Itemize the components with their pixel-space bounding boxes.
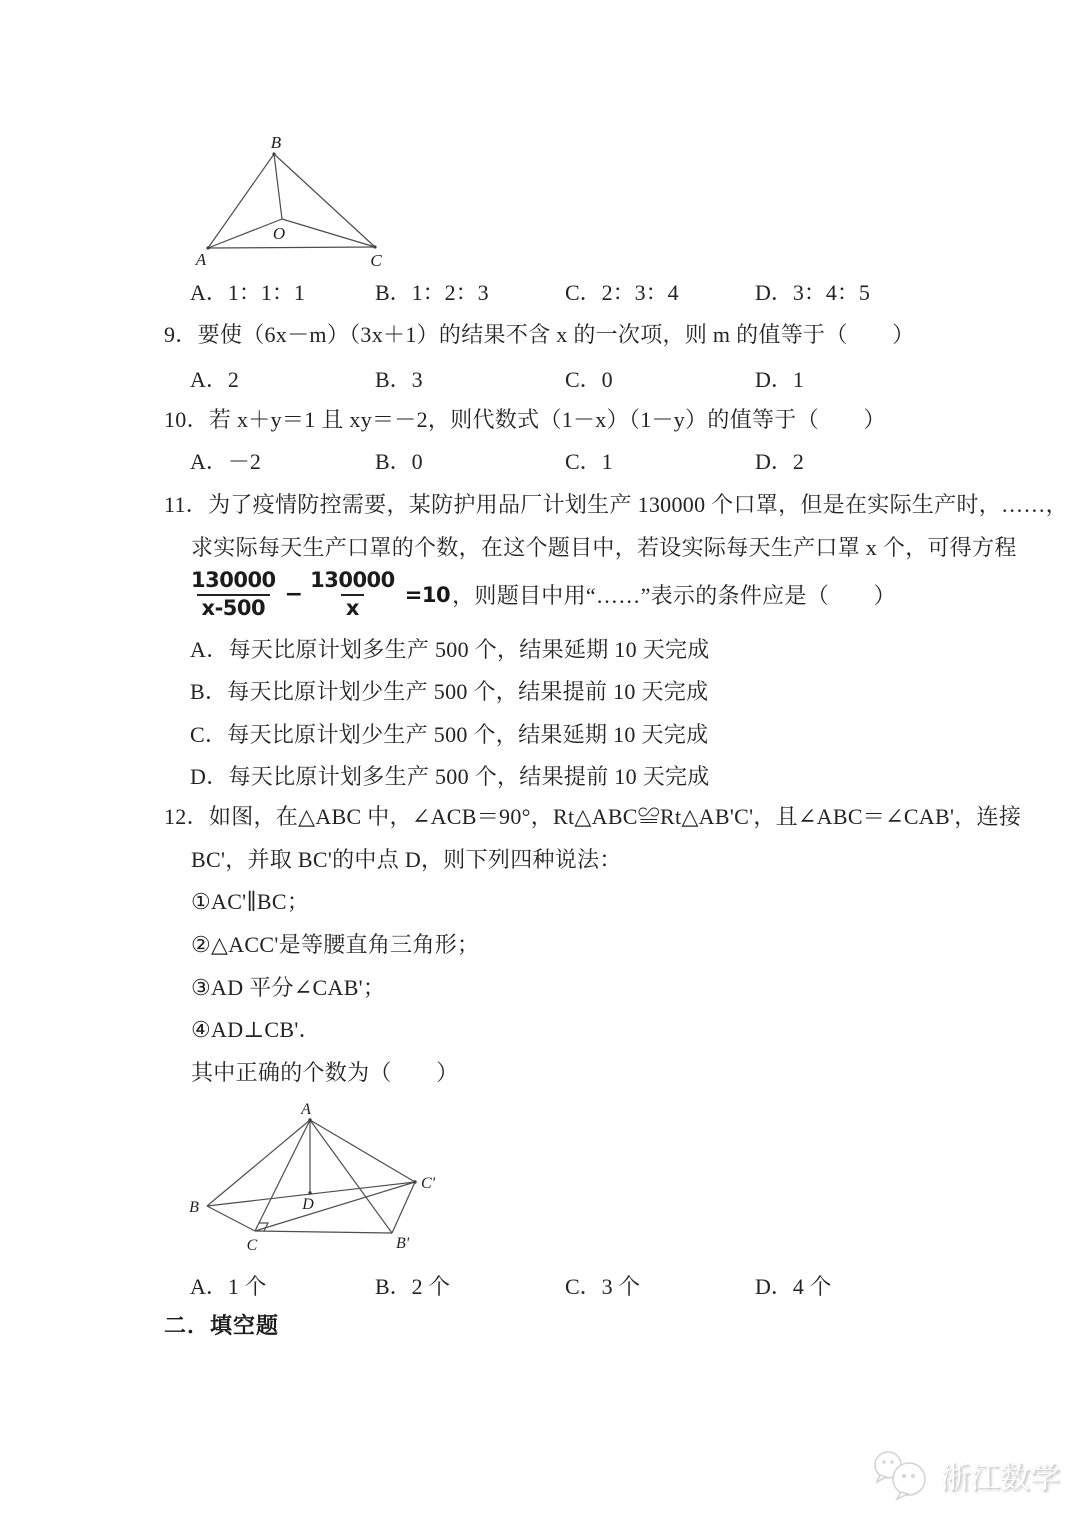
fig1-label-b: B — [270, 133, 282, 152]
vertex-dot-b — [272, 152, 275, 155]
vertex-dot-a — [206, 246, 209, 249]
q12-option-b: B．2 个 — [375, 1274, 451, 1299]
fraction-1-denominator: x-500 — [197, 594, 271, 621]
q11-option-d: D．每天比原计划多生产 500 个，结果提前 10 天完成 — [190, 764, 710, 789]
fig1-label-o: O — [272, 224, 286, 243]
q10-option-b: B．0 — [375, 449, 423, 474]
section2-title: 二．填空题 — [164, 1313, 280, 1338]
q11-option-a: A．每天比原计划多生产 500 个，结果延期 10 天完成 — [190, 637, 710, 662]
watermark-text: 浙江数学 — [940, 1462, 1060, 1495]
q12-statement-3: ③AD 平分∠CAB'； — [191, 975, 386, 1000]
q12-option-a: A．1 个 — [190, 1274, 267, 1299]
wechat-logo-icon — [868, 1448, 932, 1502]
q9-text: 9．要使（6x－m）（3x＋1）的结果不含 x 的一次项，则 m 的值等于（ ） — [164, 322, 915, 347]
q11-option-b: B．每天比原计划少生产 500 个，结果提前 10 天完成 — [190, 679, 709, 704]
fig1-label-c: C — [370, 251, 382, 270]
q10-text: 10．若 x＋y＝1 且 xy＝－2，则代数式（1－x）（1－y）的值等于（ ） — [164, 407, 886, 432]
fig2-label-d: D — [302, 1196, 314, 1213]
minus-sign: − — [284, 582, 304, 608]
fig2-label-b-prime: B' — [396, 1235, 410, 1252]
q12-figure-lines — [207, 1120, 415, 1233]
q9-options-row — [130, 359, 980, 401]
q11-option-c: C．每天比原计划少生产 500 个，结果延期 10 天完成 — [190, 722, 709, 747]
watermark — [868, 1448, 1060, 1502]
q8-option-d: D．3：4：5 — [755, 280, 870, 305]
vertex-dot-c — [373, 245, 376, 248]
q8-option-c: C．2：3：4 — [565, 280, 679, 305]
q12-options-row — [130, 1266, 980, 1308]
fig1-label-a: A — [195, 250, 207, 269]
q12-text-line1: 12．如图，在△ABC 中，∠ACB＝90°，Rt△ABC≌Rt△AB'C'，且∠ABC＝∠CAB'，连接 — [164, 804, 1022, 829]
q8-options-row — [130, 272, 980, 314]
q11-text-line2: 求实际每天生产口罩的个数，在这个题目中，若设实际每天生产口罩 x 个，可得方程 — [191, 535, 1017, 560]
vertex-dot-c-prime — [413, 1180, 416, 1183]
q12-option-c: C．3 个 — [565, 1274, 641, 1299]
fig2-label-b: B — [189, 1199, 199, 1216]
q9-option-c: C．0 — [565, 367, 613, 392]
q10-option-d: D．2 — [755, 449, 804, 474]
q12-triangles-figure — [178, 1098, 448, 1268]
fraction-2-numerator: 130000 — [310, 568, 395, 592]
q12-statement-2: ②△ACC'是等腰直角三角形； — [191, 932, 480, 957]
fraction-2-denominator: x — [341, 594, 364, 621]
q11-equation — [186, 569, 896, 620]
fig2-label-a: A — [301, 1101, 311, 1118]
q12-statement-1: ①AC'∥BC； — [191, 889, 310, 914]
q8-figure-lines — [208, 154, 375, 248]
q12-text-line2: BC'，并取 BC'的中点 D，则下列四种说法： — [191, 847, 622, 872]
q8-option-b: B．1：2：3 — [375, 280, 489, 305]
q9-option-d: D．1 — [755, 367, 804, 392]
q10-option-c: C．1 — [565, 449, 613, 474]
fig2-label-c: C — [246, 1237, 258, 1254]
fig2-label-c-prime: C' — [421, 1175, 436, 1192]
equation-tail: ，则题目中用“……”表示的条件应是（ ） — [452, 583, 896, 609]
q10-option-a: A．－2 — [190, 449, 261, 474]
fraction-1-numerator: 130000 — [191, 568, 276, 592]
q10-options-row — [130, 441, 980, 483]
q8-triangle-figure — [183, 128, 398, 276]
q8-option-a: A．1：1：1 — [190, 280, 305, 305]
q11-text-line1: 11．为了疫情防控需要，某防护用品厂计划生产 130000 个口罩，但是在实际生产时，……， — [164, 492, 1068, 517]
q12-closing: 其中正确的个数为（ ） — [191, 1060, 459, 1085]
q9-option-b: B．3 — [375, 367, 423, 392]
midpoint-dot-d — [308, 1191, 311, 1194]
q12-option-d: D．4 个 — [755, 1274, 832, 1299]
vertex-dot-a — [308, 1118, 311, 1121]
fraction-1 — [186, 569, 281, 620]
q12-statement-4: ④AD⊥CB'． — [191, 1017, 321, 1042]
q9-option-a: A．2 — [190, 367, 239, 392]
equation-rhs: =10 — [404, 582, 451, 607]
fraction-2 — [305, 569, 400, 620]
